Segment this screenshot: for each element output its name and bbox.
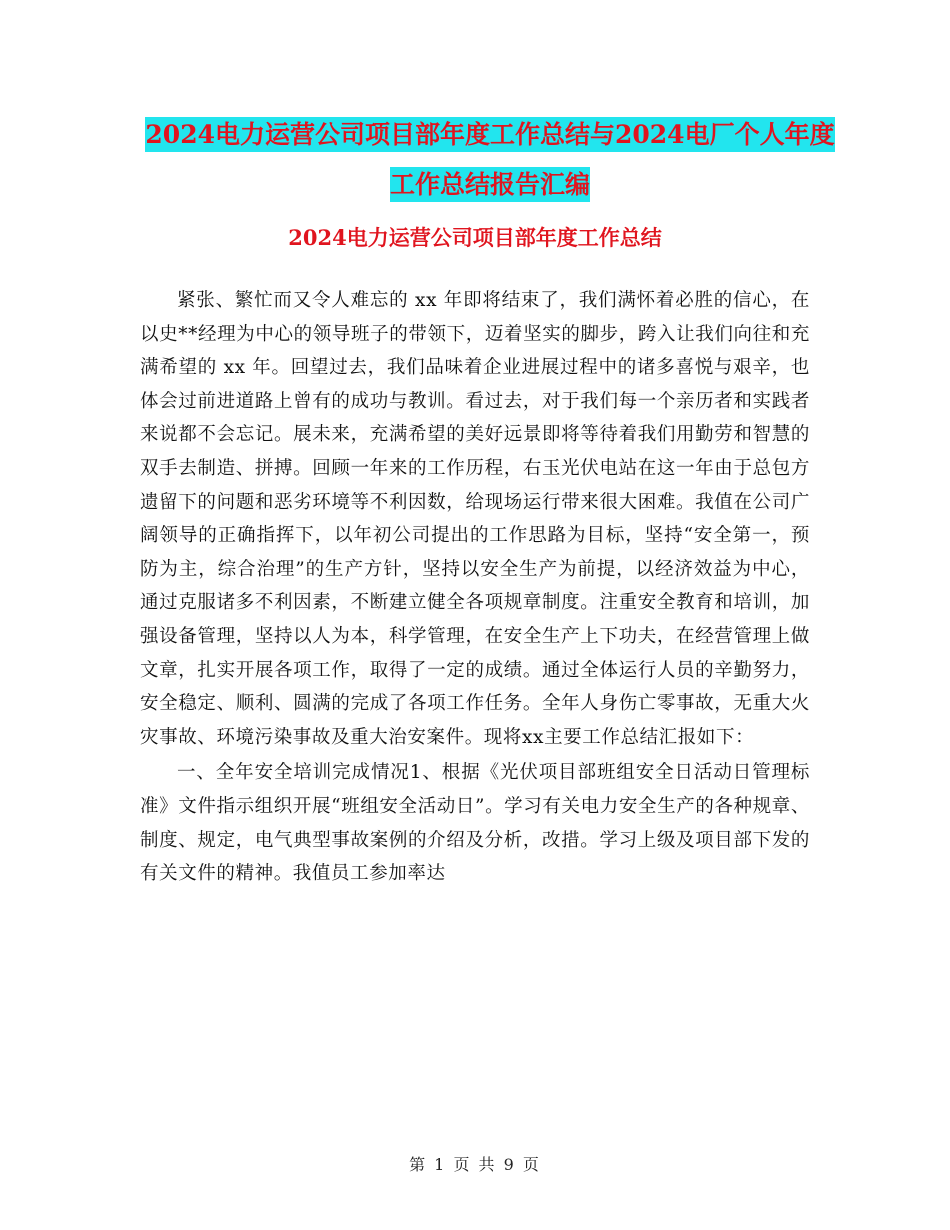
main-title-highlight: 2024电力运营公司项目部年度工作总结与2024电厂个人年度工作总结报告汇编 xyxy=(145,117,834,202)
paragraph-intro: 紧张、繁忙而又令人难忘的 xx 年即将结束了，我们满怀着必胜的信心，在以史**经理为中心的领导班子的带领下，迈着坚实的脚步，跨入让我们向往和充满希望的 xx 年。回望过去，我们品味着企业进展过程中的诸多喜悦与艰辛，也体会过前进道路上曾有的成功与教训。看过去，对于我们每一个亲历者和实践者来说都不会忘记。展未来，充满希望的美好远景即将等待着我们用勤劳和智慧的双手去制造、拼搏。回顾一年来的工作历程，右玉光伏电站在这一年由于总包方遗留下的问题和恶劣环境等不利因数，给现场运行带来很大困难。我值在公司广阔领导的正确指挥下，以年初公司提出的工作思路为目标，坚持“安全第一，预防为主，综合治理”的生产方针，坚持以安全生产为前提，以经济效益为中心，通过克服诸多不利因素，不断建立健全各项规章制度。注重安全教育和培训，加强设备管理，坚持以人为本，科学管理，在安全生产上下功夫，在经营管理上做文章，扎实开展各项工作，取得了一定的成绩。通过全体运行人员的辛勤努力，安全稳定、顺利、圆满的完成了各项工作任务。全年人身伤亡零事故，无重大火灾事故、环境污染事故及重大治安案件。现将xx主要工作总结汇报如下： xyxy=(140,290,810,748)
body-text xyxy=(140,284,810,891)
page-footer: 第 1 页 共 9 页 xyxy=(409,1155,541,1174)
paragraph-training: 一、全年安全培训完成情况1、根据《光伏项目部班组安全日活动日管理标准》文件指示组织开展“班组安全活动日”。学习有关电力安全生产的各种规章、制度、规定，电气典型事故案例的介绍及分析，改措。学习上级及项目部下发的有关文件的精神。我值员工参加率达 xyxy=(140,762,810,885)
section-title: 2024电力运营公司项目部年度工作总结 xyxy=(288,225,662,250)
main-title xyxy=(140,110,840,210)
